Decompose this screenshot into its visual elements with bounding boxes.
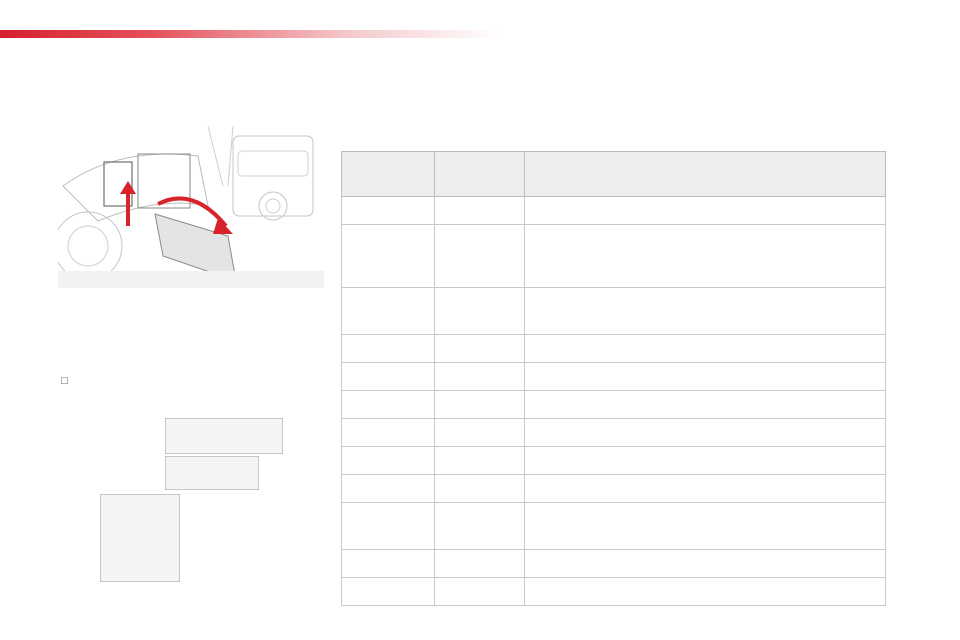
table-row bbox=[342, 550, 886, 578]
header-accent-bar bbox=[0, 30, 500, 38]
fuse-function bbox=[525, 578, 886, 606]
fuse-number bbox=[342, 225, 435, 288]
fuse-number bbox=[342, 550, 435, 578]
fuse-amperage bbox=[435, 550, 525, 578]
fusebox-top-row bbox=[165, 418, 283, 454]
table-row bbox=[342, 503, 886, 550]
fuse-amperage bbox=[435, 197, 525, 225]
fusebox-middle-row bbox=[165, 456, 259, 490]
table-row bbox=[342, 475, 886, 503]
fuse-function bbox=[525, 447, 886, 475]
fuse-number bbox=[342, 475, 435, 503]
fuse-function bbox=[525, 288, 886, 335]
fuse-number bbox=[342, 578, 435, 606]
fuse-table bbox=[341, 151, 886, 606]
table-row bbox=[342, 578, 886, 606]
table-header-row bbox=[342, 152, 886, 197]
column-header-functions bbox=[525, 152, 886, 197]
fuse-number bbox=[342, 503, 435, 550]
fuse-number bbox=[342, 288, 435, 335]
fuse-amperage bbox=[435, 363, 525, 391]
fuse-function bbox=[525, 225, 886, 288]
table-row bbox=[342, 197, 886, 225]
fuse-amperage bbox=[435, 335, 525, 363]
fuse-function bbox=[525, 335, 886, 363]
fuse-number bbox=[342, 391, 435, 419]
fuse-function bbox=[525, 550, 886, 578]
table-row bbox=[342, 288, 886, 335]
fuse-number bbox=[342, 447, 435, 475]
table-row bbox=[342, 447, 886, 475]
fuse-number bbox=[342, 197, 435, 225]
fuse-amperage bbox=[435, 288, 525, 335]
fuse-amperage bbox=[435, 225, 525, 288]
fuse-number bbox=[342, 419, 435, 447]
dashboard-illustration bbox=[58, 126, 324, 288]
fuse-amperage bbox=[435, 419, 525, 447]
fuse-function bbox=[525, 363, 886, 391]
fuse-amperage bbox=[435, 578, 525, 606]
fuse-function bbox=[525, 503, 886, 550]
checkbox-bullet-icon: □ bbox=[61, 375, 68, 387]
fuse-function bbox=[525, 197, 886, 225]
table-row bbox=[342, 335, 886, 363]
fuse-function bbox=[525, 391, 886, 419]
fuse-amperage bbox=[435, 391, 525, 419]
fuse-amperage bbox=[435, 503, 525, 550]
table-row bbox=[342, 391, 886, 419]
fuse-number bbox=[342, 363, 435, 391]
table-row bbox=[342, 225, 886, 288]
column-header-fuse bbox=[342, 152, 435, 197]
fuse-number bbox=[342, 335, 435, 363]
table-row bbox=[342, 363, 886, 391]
fuse-function bbox=[525, 475, 886, 503]
fuse-function bbox=[525, 419, 886, 447]
column-header-amps bbox=[435, 152, 525, 197]
fuse-amperage bbox=[435, 447, 525, 475]
access-instruction bbox=[61, 373, 321, 390]
fuse-amperage bbox=[435, 475, 525, 503]
fusebox-bottom-block bbox=[100, 494, 180, 582]
table-row bbox=[342, 419, 886, 447]
